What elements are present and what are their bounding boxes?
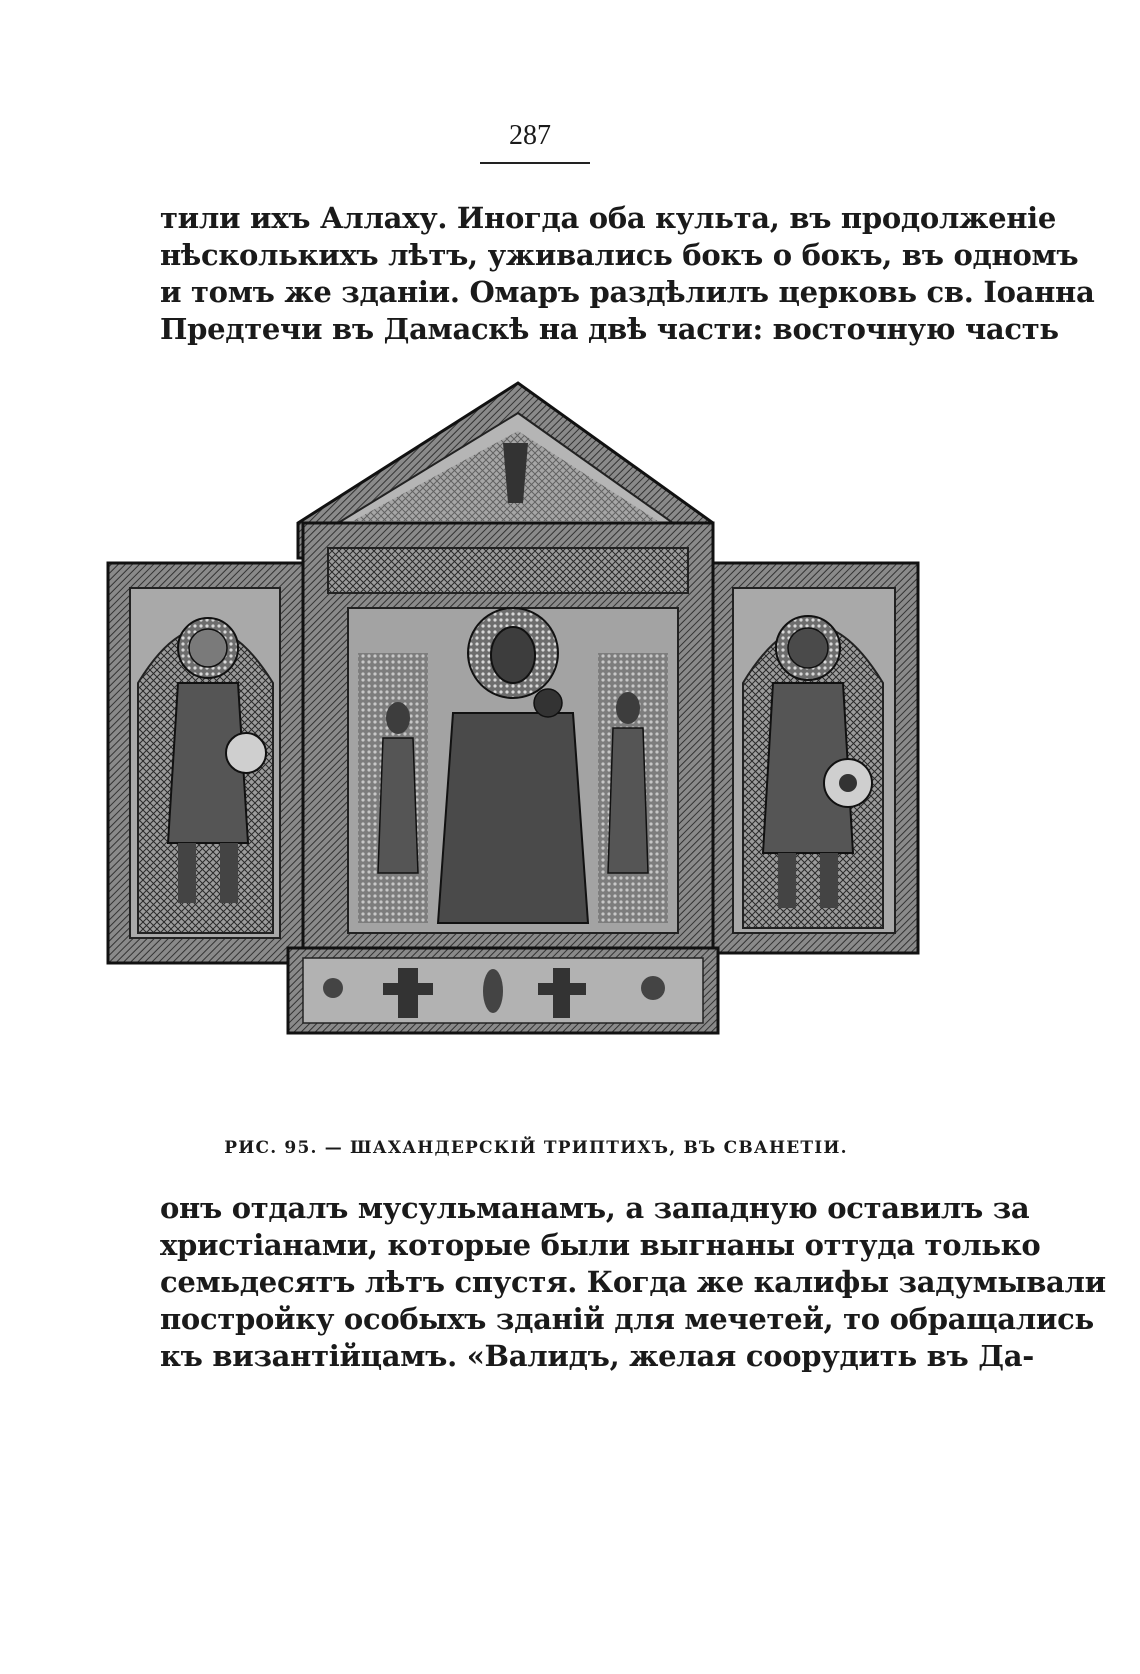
top-paragraph bbox=[160, 200, 1095, 348]
text-line: къ византійцамъ. «Валидъ, желая соорудить въ Да- bbox=[160, 1339, 1034, 1373]
triptych-base bbox=[288, 948, 718, 1033]
text-line: семьдесятъ лѣтъ спустя. Когда же калифы задумывали bbox=[160, 1265, 1106, 1299]
page-number-rule bbox=[480, 162, 590, 164]
text-line: тили ихъ Аллаху. Иногда оба культа, въ продолженіе bbox=[160, 201, 1057, 235]
bottom-paragraph bbox=[160, 1190, 1106, 1375]
left-wing-panel bbox=[108, 563, 303, 963]
text-line: нѣсколькихъ лѣтъ, уживались бокъ о бокъ, въ одномъ bbox=[160, 238, 1079, 272]
text-line: постройку особыхъ зданій для мечетей, то обращались bbox=[160, 1302, 1094, 1336]
page-number: 287 bbox=[509, 120, 551, 151]
figure-caption: РИС. 95. — ШАХАНДЕРСКІЙ ТРИПТИХЪ, ВЪ СВАНЕТІИ. bbox=[224, 1138, 848, 1158]
text-line: онъ отдалъ мусульманамъ, а западную оставилъ за bbox=[160, 1191, 1030, 1225]
central-panel bbox=[303, 523, 713, 948]
triptych-illustration bbox=[108, 383, 978, 1118]
text-line: Предтечи въ Дамаскѣ на двѣ части: восточную часть bbox=[160, 312, 1059, 346]
text-line: и томъ же зданіи. Омаръ раздѣлилъ церковь св. Іоанна bbox=[160, 275, 1095, 309]
right-wing-panel bbox=[713, 563, 918, 953]
text-line: христіанами, которые были выгнаны оттуда только bbox=[160, 1228, 1041, 1262]
